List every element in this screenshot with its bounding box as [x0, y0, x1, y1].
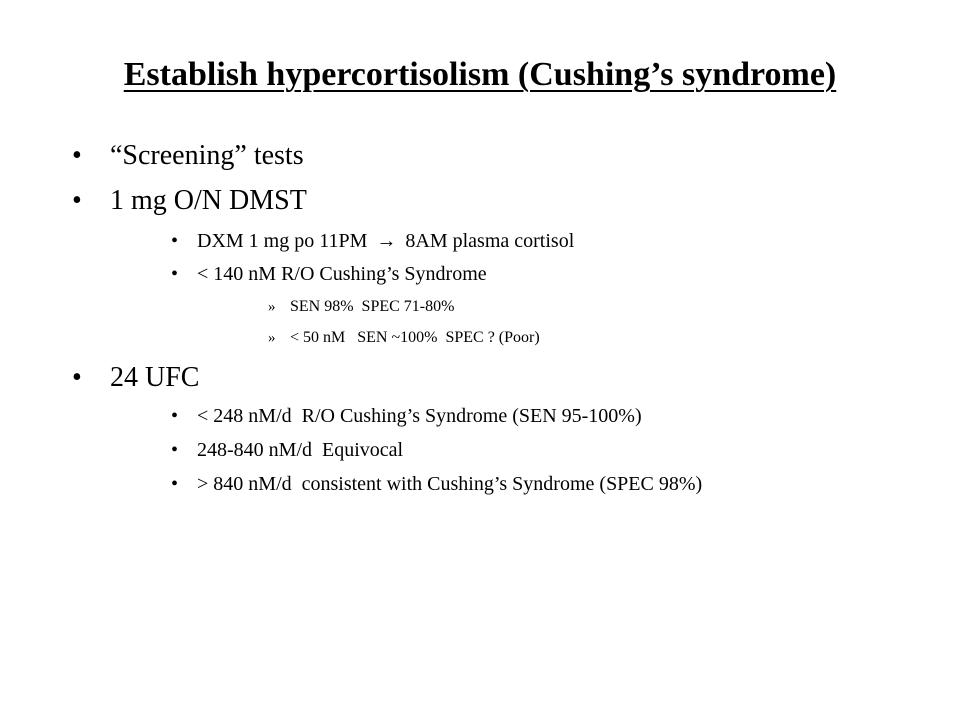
sub-sub-bullet-50nm	[268, 328, 540, 348]
bullet-text: < 140 nM R/O Cushing’s Syndrome	[197, 263, 487, 285]
bullet-text: “Screening” tests	[110, 140, 304, 171]
sub-bullet-248nm	[171, 404, 642, 428]
bullet-text: > 840 nM/d consistent with Cushing’s Syndrome (SPEC 98%)	[197, 473, 703, 495]
bullet-text: < 50 nM SEN ~100% SPEC ? (Poor)	[290, 329, 540, 346]
sub-bullet-840nm	[171, 472, 703, 496]
slide-title-text: Establish hypercortisolism (Cushing’s syndrome)	[123, 56, 837, 93]
sub-bullet-140nm	[171, 262, 487, 286]
bullet-marker: •	[72, 185, 82, 216]
bullet-text-before: DXM 1 mg po 11PM	[197, 230, 368, 252]
bullet-text: < 248 nM/d R/O Cushing’s Syndrome (SEN 95-100%)	[197, 405, 642, 427]
bullet-marker: »	[268, 330, 276, 346]
bullet-marker: •	[72, 362, 82, 393]
sub-bullet-equivocal	[171, 438, 404, 462]
bullet-text: SEN 98% SPEC 71-80%	[290, 298, 455, 315]
bullet-marker: •	[171, 473, 179, 495]
bullet-marker: •	[171, 405, 179, 427]
sub-sub-bullet-sen98	[268, 297, 455, 317]
bullet-text: 1 mg O/N DMST	[110, 185, 307, 216]
bullet-24-ufc	[72, 362, 200, 394]
bullet-marker: »	[268, 299, 276, 315]
bullet-dmst	[72, 185, 307, 217]
bullet-marker: •	[72, 140, 82, 171]
sub-bullet-dxm	[171, 229, 575, 253]
bullet-text: 24 UFC	[110, 362, 200, 393]
bullet-text-after: 8AM plasma cortisol	[405, 230, 575, 252]
slide-title	[0, 52, 960, 98]
bullet-text: 248-840 nM/d Equivocal	[197, 439, 404, 461]
bullet-marker: •	[171, 439, 179, 461]
right-arrow-icon: →	[376, 230, 397, 252]
bullet-marker: •	[171, 230, 179, 252]
bullet-screening-tests	[72, 140, 304, 172]
bullet-marker: •	[171, 263, 179, 285]
